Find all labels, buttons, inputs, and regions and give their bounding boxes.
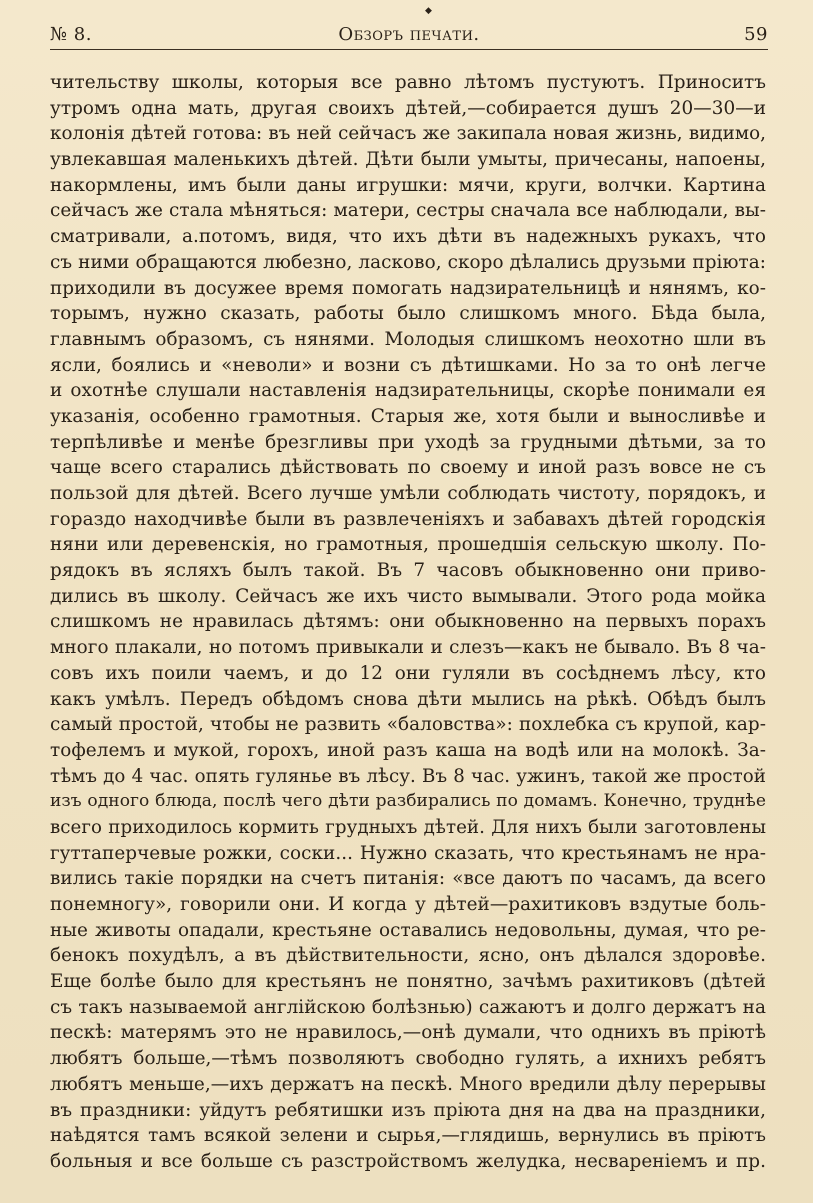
text-line: главнымъ образомъ, съ нянями. Молодыя слишкомъ неохотно шли въ [50, 328, 766, 350]
text-line: Еще болѣе было для крестьянъ не понятно, зачѣмъ рахитиковъ (дѣтей [50, 971, 766, 993]
text-line: пользой для дѣтей. Всего лучше умѣли соблюдать чистоту, порядокъ, и [50, 483, 766, 504]
text-line: торымъ, нужно сказать, работы было слишкомъ много. Бѣда была, [50, 303, 766, 325]
text-line: гораздо находчивѣе были въ развлеченіяхъ и забавахъ дѣтей городскія [50, 508, 766, 530]
text-line: и охотнѣе слушали наставленія надзирательницы, скорѣе понимали ея [50, 380, 766, 402]
running-header [50, 20, 768, 50]
text-line: съ такъ называемой англійскою болѣзнью) сажаютъ и долго держатъ на [50, 996, 766, 1018]
text-line: сматривали, а.потомъ, видя, что ихъ дѣти въ надежныхъ рукахъ, что [50, 226, 766, 248]
text-line: чительству школы, которыя все равно лѣтомъ пустуютъ. Приноситъ [50, 72, 766, 93]
text-line: слишкомъ не нравилась дѣтямъ: они обыкновенно на первыхъ порахъ [50, 611, 766, 633]
text-line: чаще всего старались дѣйствовать по своему и иной разъ вовсе не съ [50, 457, 766, 479]
text-line: любятъ меньше,—ихъ держатъ на пескѣ. Много вредили дѣлу перерывы [50, 1073, 766, 1095]
text-line: накормлены, имъ были даны игрушки: мячи, круги, волчки. Картина [50, 174, 766, 196]
ornament-mark: ◆ [425, 6, 432, 16]
page-number: 59 [744, 24, 768, 45]
text-line: совъ ихъ поили чаемъ, и до 12 они гуляли въ сосѣднемъ лѣсу, кто [50, 662, 766, 684]
text-line: съ ними обращаются любезно, ласково, скоро дѣлались друзьми пріюта: [50, 251, 766, 273]
text-line: какъ умѣлъ. Передъ обѣдомъ снова дѣти мылись на рѣкѣ. Обѣдъ былъ [50, 688, 766, 710]
text-line: наѣдятся тамъ всякой зелени и сырья,—глядишь, вернулись въ пріютъ [50, 1125, 766, 1147]
header-rule [50, 49, 768, 50]
text-line: дились въ школу. Сейчасъ же ихъ чисто вымывали. Этого рода мойка [50, 585, 766, 607]
text-line: гуттаперчевые рожки, соски... Нужно сказать, что крестьянамъ не нра- [50, 842, 766, 864]
text-line: всего приходилось кормить грудныхъ дѣтей. Для нихъ были заготовлены [50, 816, 766, 838]
text-line: приходили въ досужее время помогать надзирательницѣ и нянямъ, ко- [50, 277, 766, 299]
body-text [50, 70, 766, 1175]
text-line: тѣмъ до 4 час. опять гулянье въ лѣсу. Въ 8 час. ужинъ, такой же простой [50, 765, 766, 787]
text-line: любятъ больше,—тѣмъ позволяютъ свободно гулять, а ихнихъ ребятъ [50, 1048, 766, 1070]
text-line: няни или деревенскія, но грамотныя, прошедшія сельскую школу. По- [50, 534, 766, 556]
text-line: въ праздники: уйдутъ ребятишки изъ пріюта дня на два на праздники, [50, 1099, 766, 1121]
text-line: тофелемъ и мукой, горохъ, иной разъ каша на водѣ или на молокѣ. За- [50, 739, 766, 761]
text-line: терпѣливѣе и менѣе брезгливы при уходѣ за грудными дѣтьми, за то [50, 431, 766, 453]
text-line: утромъ одна мать, другая своихъ дѣтей,—собирается душъ 20—30—и [50, 97, 766, 119]
text-line: указанія, особенно грамотныя. Старыя же, хотя были и выносливѣе и [50, 405, 766, 427]
text-line: пескѣ: матерямъ это не нравилось,—онѣ думали, что однихъ въ пріютѣ [50, 1022, 766, 1044]
text-line: вились такіе порядки на счетъ питанія: «все даютъ по часамъ, да всего [50, 868, 766, 890]
text-line: сейчасъ же стала мѣняться: матери, сестры сначала все наблюдали, вы- [50, 200, 766, 222]
section-title: Обзоръ печати. [338, 24, 480, 45]
text-line: ные животы опадали, крестьяне оставались недовольны, думая, что ре- [50, 919, 766, 941]
text-line: самый простой, чтобы не развить «баловства»: похлебка съ крупой, кар- [50, 714, 766, 736]
text-line: изъ одного блюда, послѣ чего дѣти разбирались по домамъ. Конечно, труднѣе [50, 791, 766, 812]
text-line: колонія дѣтей готова: въ ней сейчасъ же закипала новая жизнь, видимо, [50, 123, 766, 145]
text-line: больныя и все больше съ разстройствомъ желудка, несвареніемъ и пр. [50, 1150, 766, 1172]
text-line: увлекавшая маленькихъ дѣтей. Дѣти были умыты, причесаны, напоены, [50, 149, 766, 171]
text-line: много плакали, но потомъ привыкали и слезъ—какъ не бывало. Въ 8 ча- [50, 637, 766, 659]
issue-number: № 8. [50, 24, 92, 45]
text-line: ясли, боялись и «неволи» и возни съ дѣтишками. Но за то онѣ легче [50, 354, 766, 376]
text-line: бенокъ похудѣлъ, а въ дѣйствительности, ясно, онъ дѣлался здоровѣе. [50, 945, 766, 967]
text-line: рядокъ въ ясляхъ былъ такой. Въ 7 часовъ обыкновенно они приво- [50, 560, 766, 582]
text-line: понемногу», говорили они. И когда у дѣтей—рахитиковъ вздутые боль- [50, 894, 766, 915]
